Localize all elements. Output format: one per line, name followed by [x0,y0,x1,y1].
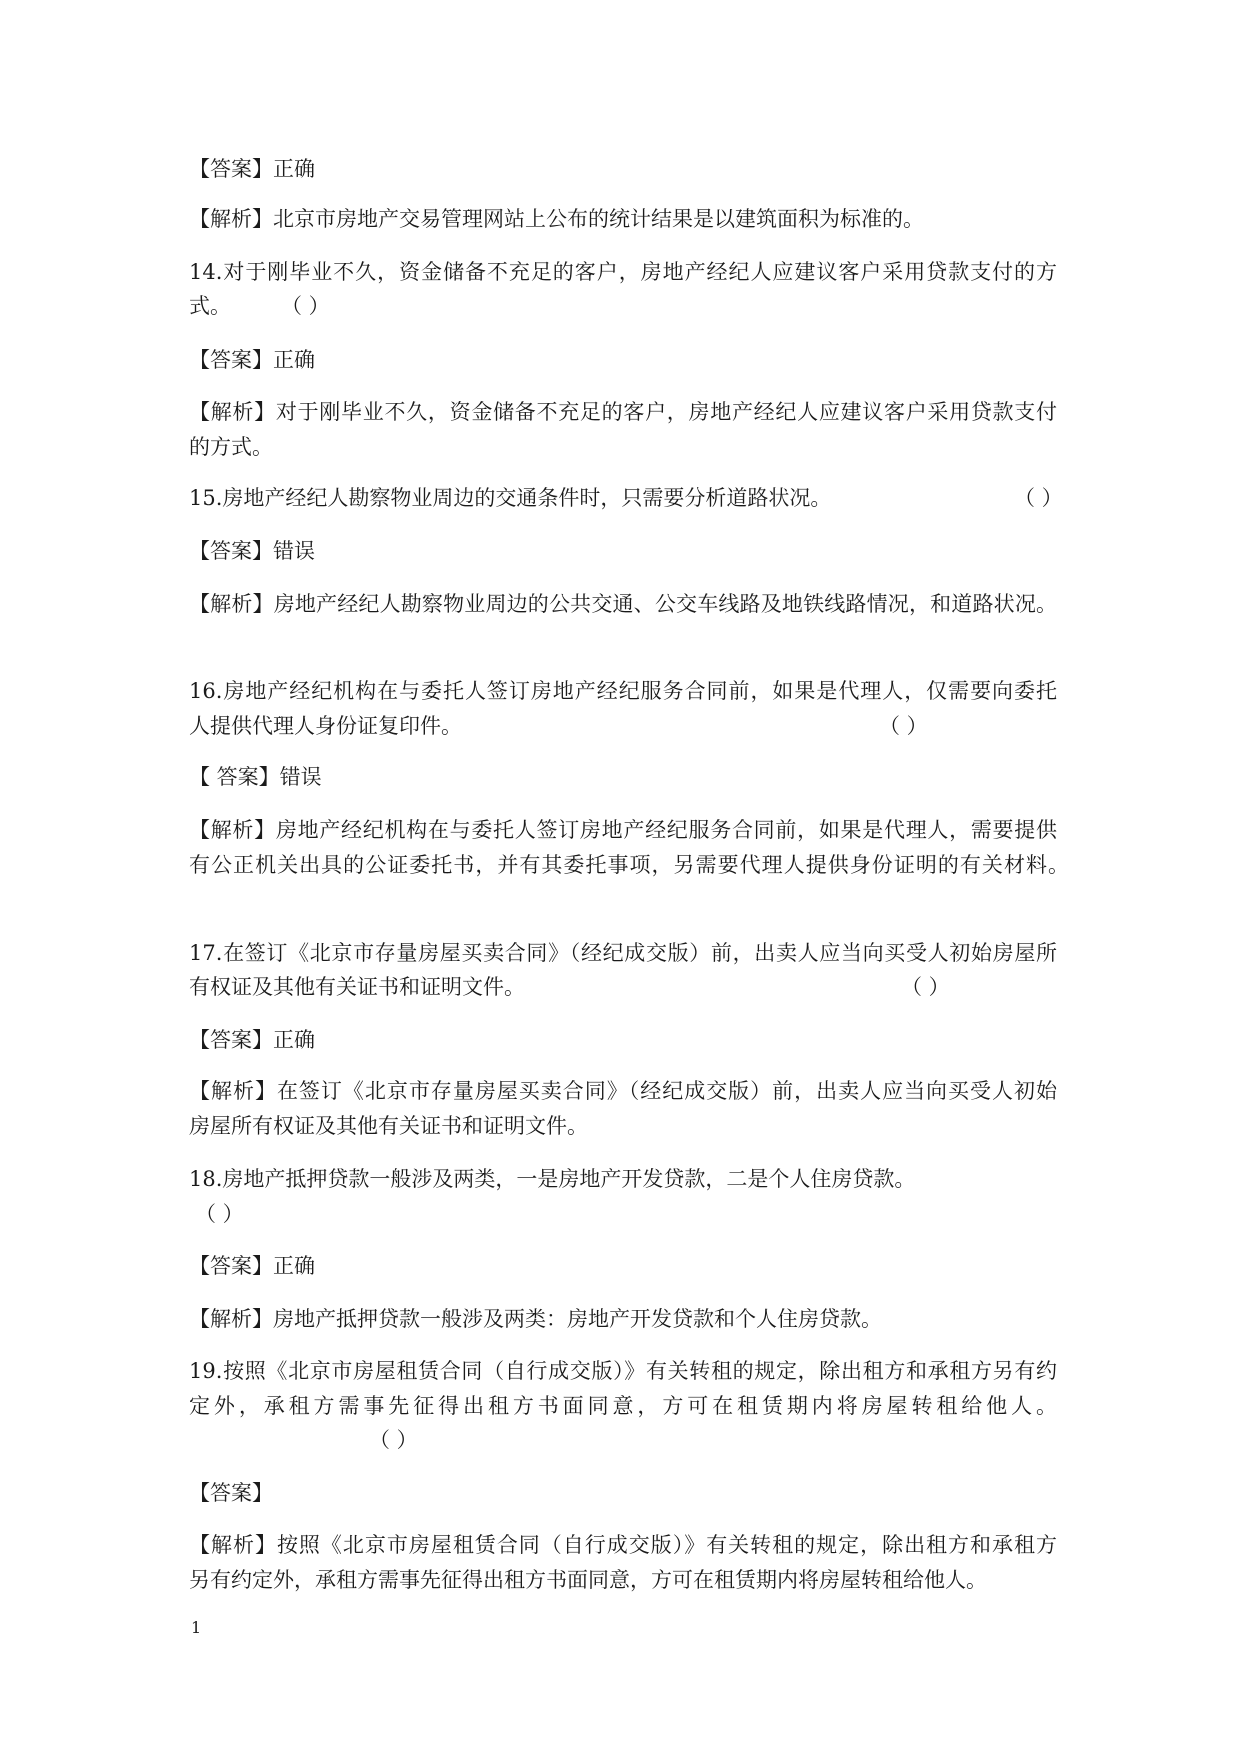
question-14-blank: （ ） [281,294,330,318]
question-17-analysis-line-1: 【解析】在签订《北京市存量房屋买卖合同》（经纪成交版）前，出卖人应当向买受人初始 [189,1079,1057,1103]
question-14-analysis-line-1: 【解析】对于刚毕业不久，资金储备不充足的客户，房地产经纪人应建议客户采用贷款支付 [189,400,1057,424]
question-14-analysis-line-2: 的方式。 [189,435,273,459]
question-17-analysis-line-2: 房屋所有权证及其他有关证书和证明文件。 [189,1114,588,1138]
question-19-blank: （ ） [369,1428,418,1452]
question-19-analysis-line-1: 【解析】按照《北京市房屋租赁合同（自行成交版）》有关转租的规定，除出租方和承租方 [189,1533,1057,1557]
question-15-analysis-line-1: 【解析】房地产经纪人勘察物业周边的公共交通、公交车线路及地铁线路情况，和道路状况。 [189,592,1057,616]
question-16-line-2: 人提供代理人身份证复印件。 [189,714,462,738]
question-16-analysis-line-2: 有公正机关出具的公证委托书，并有其委托事项，另需要代理人提供身份证明的有关材料。 [189,853,1069,877]
question-16-answer: 【 答案】错误 [189,765,322,789]
question-17-blank: （ ） [901,975,950,999]
question-19-line-1: 19.按照《北京市房屋租赁合同（自行成交版）》有关转租的规定，除出租方和承租方另有约 [189,1359,1057,1383]
question-18-line-1: 18.房地产抵押贷款一般涉及两类，一是房地产开发贷款，二是个人住房贷款。 [189,1167,916,1191]
question-19-analysis-line-2: 另有约定外，承租方需事先征得出租方书面同意，方可在租赁期内将房屋转租给他人。 [189,1568,987,1592]
question-14-answer: 【答案】正确 [189,348,315,372]
question-16-blank: （ ） [879,714,928,738]
question-15-answer: 【答案】错误 [189,539,315,563]
question-14-line-2: 式。 [189,294,231,318]
question-15-blank: （ ） [1014,486,1063,510]
question-18-answer: 【答案】正确 [189,1254,315,1278]
page-number: 1 [191,1618,202,1637]
question-16-analysis-line-1: 【解析】房地产经纪机构在与委托人签订房地产经纪服务合同前，如果是代理人，需要提供 [189,818,1057,842]
question-16-line-1: 16.房地产经纪机构在与委托人签订房地产经纪服务合同前，如果是代理人，仅需要向委托 [189,679,1057,703]
question-15-line-1: 15.房地产经纪人勘察物业周边的交通条件时，只需要分析道路状况。 [189,486,832,510]
question-17-line-1: 17.在签订《北京市存量房屋买卖合同》（经纪成交版）前，出卖人应当向买受人初始房屋所 [189,941,1057,965]
answer-line: 【答案】正确 [189,157,315,181]
question-17-line-2: 有权证及其他有关证书和证明文件。 [189,975,525,999]
question-19-line-2: 定外，承租方需事先征得出租方书面同意，方可在租赁期内将房屋转租给他人。 [189,1394,1057,1418]
question-18-analysis-line-1: 【解析】房地产抵押贷款一般涉及两类：房地产开发贷款和个人住房贷款。 [189,1307,882,1331]
question-14-line-1: 14.对于刚毕业不久，资金储备不充足的客户，房地产经纪人应建议客户采用贷款支付的方 [189,260,1057,284]
question-19-answer: 【答案】 [189,1481,273,1505]
analysis-line: 【解析】北京市房地产交易管理网站上公布的统计结果是以建筑面积为标准的。 [189,207,924,231]
question-17-answer: 【答案】正确 [189,1028,315,1052]
question-18-blank: （ ） [195,1202,244,1226]
